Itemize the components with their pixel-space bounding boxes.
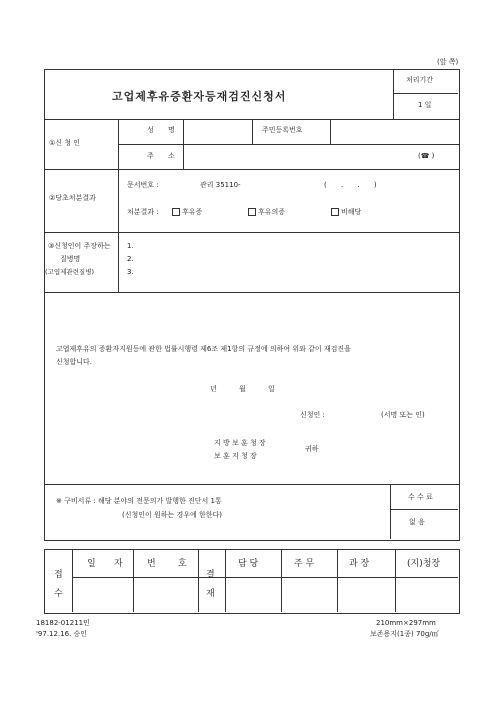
attachments-text-1: ※ 구비서류 : 해당 분야의 전문의가 발행한 진단서 1통 <box>56 497 222 505</box>
fee-label: 수 수 료 <box>408 493 433 501</box>
option-not-applicable[interactable]: 비해당 <box>331 208 361 216</box>
checkbox-icon <box>172 208 180 216</box>
page-side-label: (앞 쪽) <box>437 58 459 66</box>
paper-size: 210mm×297mm <box>376 619 436 627</box>
disease-item-3[interactable]: 3. <box>127 268 134 276</box>
paper-type: 보존용지(1종) 70g/㎡ <box>370 630 439 638</box>
rrn-field[interactable] <box>332 121 456 142</box>
approval-label-2: 재 <box>206 589 215 599</box>
form-number: 18182-01211민 <box>36 619 90 627</box>
applicant-section-label: ①신 청 인 <box>49 139 81 147</box>
role-manager: 과 장 <box>349 559 370 569</box>
doc-no-label: 문서번호 : <box>127 181 159 189</box>
honorific: 귀하 <box>305 445 319 453</box>
processing-label: 처리기간 <box>406 76 434 84</box>
disease-item-1[interactable]: 1. <box>127 242 134 250</box>
form-title: 고업제후유증환자등재검진신청서 <box>112 90 287 103</box>
recipient-1: 지 방 보 훈 청 장 <box>214 439 266 447</box>
address-label: 주 소 <box>147 152 181 160</box>
role-staff: 담 당 <box>238 559 259 569</box>
sign-officer-field[interactable] <box>283 579 335 610</box>
rrn-label: 주민등록번호 <box>262 126 303 134</box>
address-field[interactable] <box>185 146 415 167</box>
option-sequela[interactable]: 후유증 <box>172 208 202 216</box>
name-label: 성 명 <box>147 126 181 134</box>
statement-date: 년 월 일 <box>210 385 275 393</box>
checkbox-icon <box>331 208 339 216</box>
attachments-text-2: (신청인이 원하는 경우에 한한다) <box>122 511 223 519</box>
receipt-label-2: 수 <box>54 589 63 599</box>
approval-label-1: 결 <box>206 570 215 580</box>
sign-manager-field[interactable] <box>339 579 393 610</box>
sign-staff-field[interactable] <box>227 579 279 610</box>
receipt-date-field[interactable] <box>74 579 131 610</box>
result-label: 처분결과 : <box>127 208 159 216</box>
sign-note: (서명 또는 인) <box>381 411 425 419</box>
disease-item-2[interactable]: 2. <box>127 255 134 263</box>
role-officer: 주 무 <box>294 559 315 569</box>
processing-value: 1 일 <box>418 101 432 109</box>
original-result-section-label: ②당초처분결과 <box>49 194 96 202</box>
recipient-2: 보 훈 지 청 장 <box>214 452 257 460</box>
sign-director-field[interactable] <box>397 579 456 610</box>
option-suspected[interactable]: 후유의증 <box>248 208 285 216</box>
col-no-1: 번 <box>147 559 156 569</box>
receipt-label-1: 접 <box>54 570 63 580</box>
approval-date: '97.12.16. 승인 <box>36 630 88 638</box>
role-director: (지)청장 <box>407 559 441 569</box>
statement-body-1: 고엽제후유의 증환자지원등에 관한 법률시행령 제6조 제1항의 규정에 의하여 위와 같이 재검진을 <box>56 345 351 353</box>
claimed-section-label-2: 질병명 <box>60 255 81 263</box>
applicant-sign-label: 신청인 : <box>300 411 325 419</box>
col-no-2: 호 <box>178 559 187 569</box>
claimed-section-label-1: ③신청인이 주장하는 <box>48 242 111 250</box>
claimed-section-label-3: (고엽제관련질병) <box>45 268 95 276</box>
col-date-1: 일 <box>87 559 96 569</box>
name-field[interactable] <box>185 121 250 142</box>
phone-label: (☎ ) <box>418 152 435 160</box>
doc-no-value: 관리 35110- <box>200 181 241 189</box>
col-date-2: 자 <box>114 559 123 569</box>
fee-value: 없 음 <box>409 518 425 526</box>
checkbox-icon <box>248 208 256 216</box>
doc-date: ( . . ) <box>324 181 383 189</box>
statement-body-2: 신청합니다. <box>56 358 93 366</box>
